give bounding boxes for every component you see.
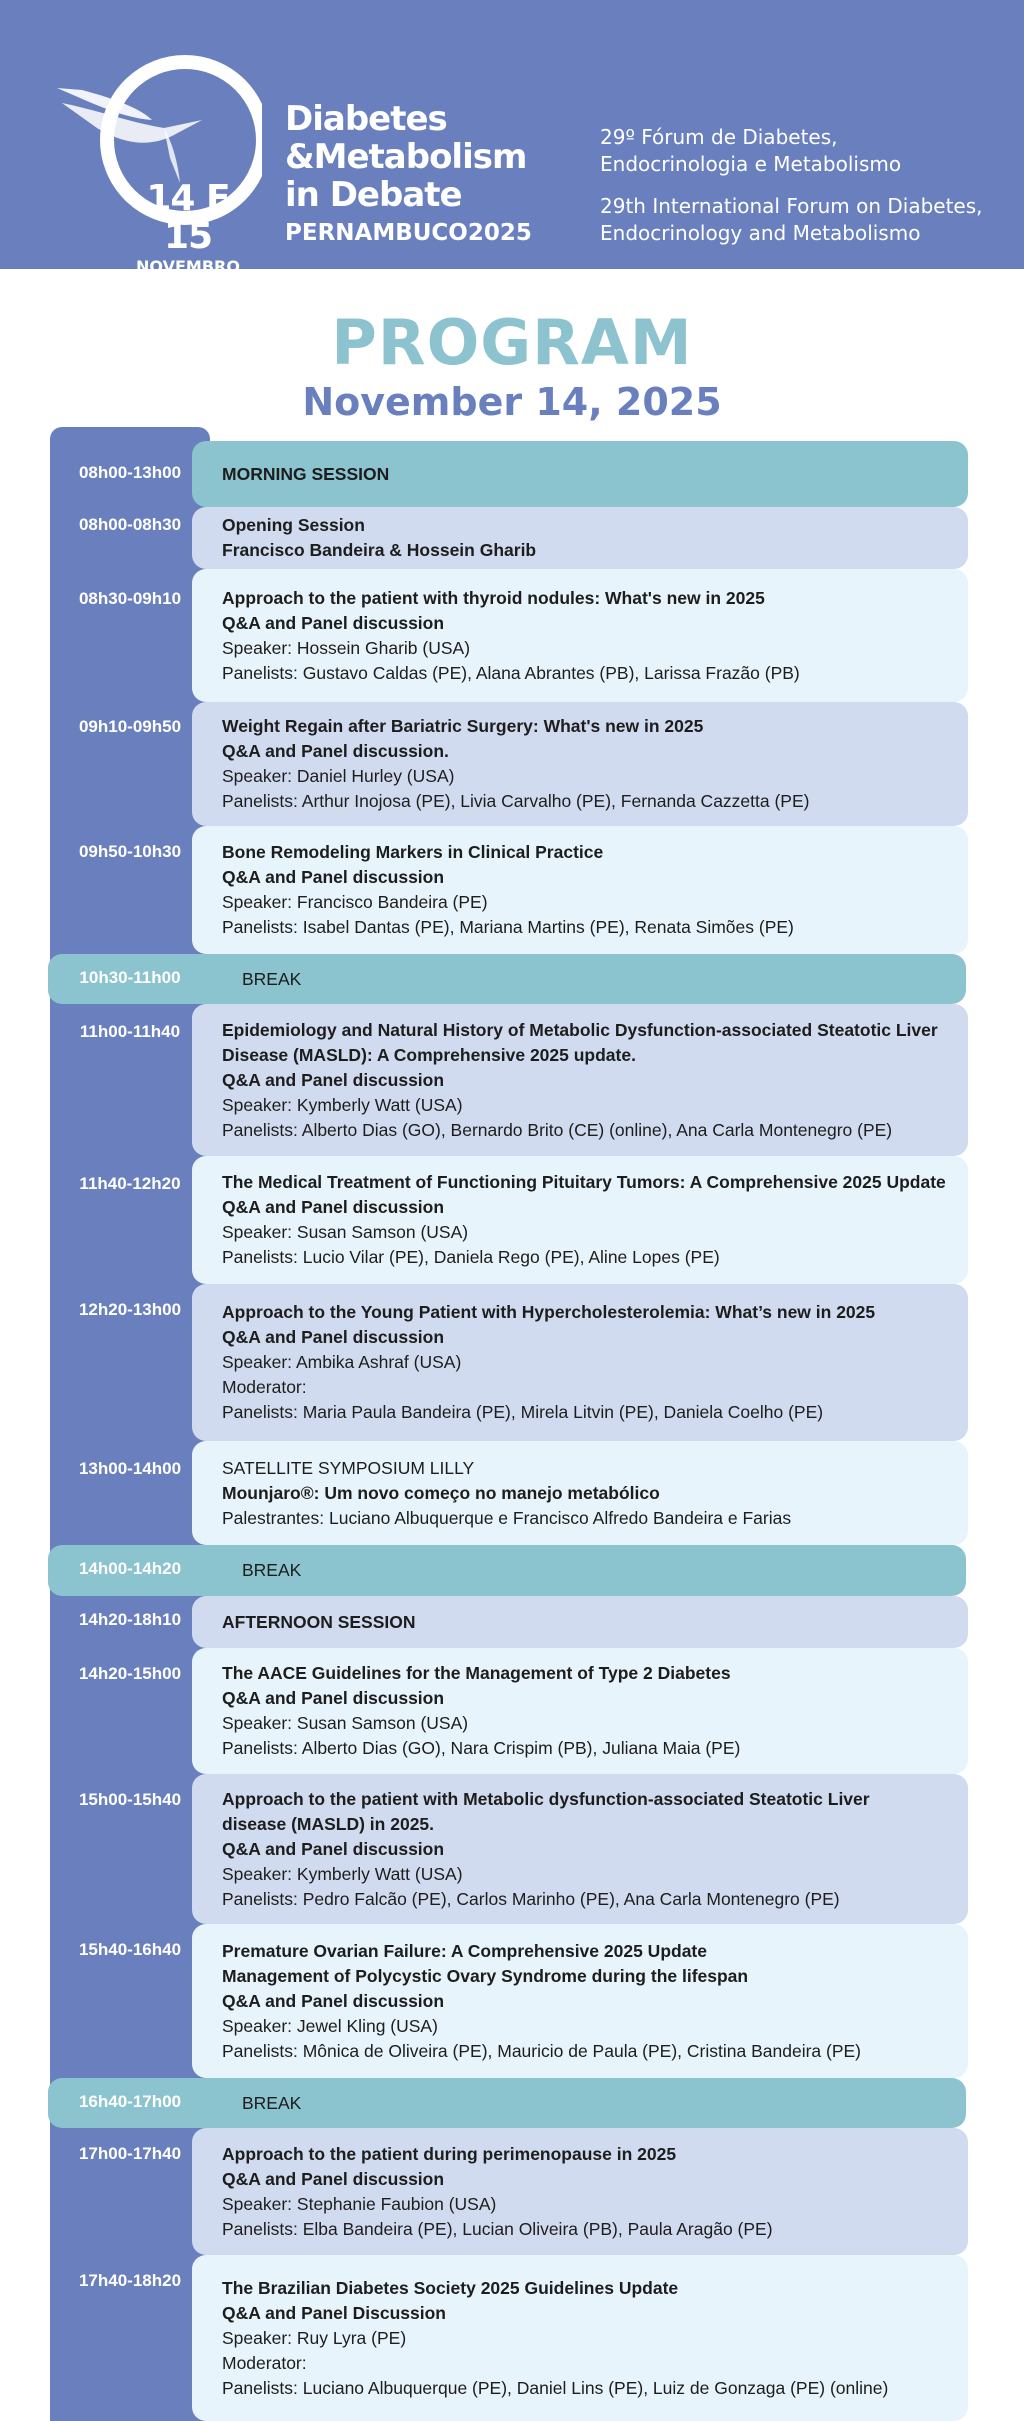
session-detail: Speaker: Susan Samson (USA) bbox=[222, 1713, 469, 1733]
session-title: Q&A and Panel Discussion bbox=[222, 2303, 446, 2323]
forum-pt-line2: Endocrinologia e Metabolismo bbox=[600, 152, 902, 176]
session-time: 08h30-09h10 bbox=[78, 589, 182, 608]
session-detail: Panelists: Pedro Falcão (PE), Carlos Marinho (PE), Ana Carla Montenegro (PE) bbox=[222, 1889, 840, 1909]
session-detail: Speaker: Kymberly Watt (USA) bbox=[222, 1864, 463, 1884]
forum-pt-line1: 29º Fórum de Diabetes, bbox=[600, 125, 838, 149]
event-month: NOVEMBRO bbox=[136, 257, 240, 276]
schedule-row bbox=[50, 2128, 968, 2255]
session-title: AFTERNOON SESSION bbox=[222, 1612, 416, 1632]
session-card bbox=[192, 1156, 968, 1284]
session-title: Approach to the patient with thyroid nodules: What's new in 2025 bbox=[222, 588, 765, 608]
session-detail: Panelists: Luciano Albuquerque (PE), Daniel Lins (PE), Luiz de Gonzaga (PE) (online) bbox=[222, 2378, 889, 2398]
session-title: Epidemiology and Natural History of Metabolic Dysfunction-associated Steatotic Liver bbox=[222, 1020, 938, 1040]
session-card bbox=[192, 826, 968, 954]
session-title: The Medical Treatment of Functioning Pituitary Tumors: A Comprehensive 2025 Update bbox=[222, 1172, 946, 1192]
page-title: PROGRAM bbox=[331, 306, 693, 379]
session-title: Q&A and Panel discussion bbox=[222, 867, 445, 887]
session-time: 14h00-14h20 bbox=[78, 1559, 182, 1578]
session-time: 14h20-18h10 bbox=[78, 1610, 182, 1629]
session-card bbox=[192, 1924, 968, 2078]
brand-line3: in Debate bbox=[285, 175, 462, 215]
schedule-row bbox=[50, 1156, 968, 1284]
session-detail: Speaker: Stephanie Faubion (USA) bbox=[222, 2194, 497, 2214]
session-time: 08h00-13h00 bbox=[78, 463, 182, 482]
session-detail: Palestrantes: Luciano Albuquerque e Francisco Alfredo Bandeira e Farias bbox=[222, 1508, 792, 1528]
session-time: 12h20-13h00 bbox=[78, 1300, 182, 1319]
event-days: 14 E 15 bbox=[146, 178, 230, 257]
session-time: 13h00-14h00 bbox=[78, 1459, 182, 1478]
schedule-row bbox=[50, 1648, 968, 1774]
session-detail: Moderator: bbox=[222, 1377, 307, 1397]
session-title: Approach to the patient with Metabolic dysfunction-associated Steatotic Liver bbox=[222, 1789, 870, 1809]
schedule-row bbox=[50, 1545, 968, 1596]
schedule-row bbox=[50, 702, 968, 826]
forum-title-en bbox=[600, 193, 983, 247]
session-title: The Brazilian Diabetes Society 2025 Guidelines Update bbox=[222, 2278, 679, 2298]
session-detail: Speaker: Francisco Bandeira (PE) bbox=[222, 892, 488, 912]
session-time: 16h40-17h00 bbox=[78, 2092, 182, 2111]
schedule-row bbox=[50, 1284, 968, 1441]
session-card bbox=[192, 2128, 968, 2255]
schedule-row bbox=[50, 1596, 968, 1648]
session-title: Approach to the Young Patient with Hypercholesterolemia: What’s new in 2025 bbox=[222, 1302, 876, 1322]
session-title: Opening Session bbox=[222, 515, 365, 535]
session-detail: Speaker: Hossein Gharib (USA) bbox=[222, 638, 471, 658]
session-time: 11h00-11h40 bbox=[79, 1022, 181, 1041]
schedule-row bbox=[50, 569, 968, 702]
session-title: Mounjaro®: Um novo começo no manejo metabólico bbox=[222, 1483, 660, 1503]
session-card bbox=[192, 1284, 968, 1441]
session-detail: BREAK bbox=[242, 969, 302, 989]
session-title: Q&A and Panel discussion bbox=[222, 613, 445, 633]
session-detail: BREAK bbox=[242, 2093, 302, 2113]
session-title: disease (MASLD) in 2025. bbox=[222, 1814, 435, 1834]
session-detail: Panelists: Elba Bandeira (PE), Lucian Oliveira (PB), Paula Aragão (PE) bbox=[222, 2219, 773, 2239]
session-detail: Speaker: Jewel Kling (USA) bbox=[222, 2016, 438, 2036]
session-title: Disease (MASLD): A Comprehensive 2025 update. bbox=[222, 1045, 636, 1065]
session-title: Q&A and Panel discussion bbox=[222, 1839, 445, 1859]
session-time: 08h00-08h30 bbox=[78, 515, 182, 534]
forum-title-pt bbox=[600, 124, 901, 178]
session-detail: Panelists: Alberto Dias (GO), Bernardo Brito (CE) (online), Ana Carla Montenegro (PE) bbox=[222, 1120, 893, 1140]
session-title: Q&A and Panel discussion bbox=[222, 1197, 445, 1217]
session-time: 09h50-10h30 bbox=[78, 842, 182, 861]
session-title: The AACE Guidelines for the Management of Type 2 Diabetes bbox=[222, 1663, 731, 1683]
session-time: 14h20-15h00 bbox=[78, 1664, 182, 1683]
session-title: Bone Remodeling Markers in Clinical Practice bbox=[222, 842, 604, 862]
session-detail: Panelists: Lucio Vilar (PE), Daniela Rego (PE), Aline Lopes (PE) bbox=[222, 1247, 720, 1267]
session-detail: Speaker: Ambika Ashraf (USA) bbox=[222, 1352, 462, 1372]
session-card bbox=[192, 1648, 968, 1774]
session-title: Q&A and Panel discussion. bbox=[222, 741, 449, 761]
session-time: 15h00-15h40 bbox=[78, 1790, 182, 1809]
session-title: Q&A and Panel discussion bbox=[222, 1070, 445, 1090]
session-detail: Speaker: Ruy Lyra (PE) bbox=[222, 2328, 407, 2348]
schedule-row bbox=[50, 2255, 968, 2421]
forum-en-line1: 29th International Forum on Diabetes, bbox=[600, 194, 983, 218]
session-detail: Speaker: Susan Samson (USA) bbox=[222, 1222, 469, 1242]
session-card bbox=[192, 1441, 968, 1545]
session-detail: Panelists: Gustavo Caldas (PE), Alana Abrantes (PB), Larissa Frazão (PB) bbox=[222, 663, 800, 683]
break-label bbox=[212, 1545, 952, 1596]
program-date: November 14, 2025 bbox=[302, 380, 722, 424]
schedule-row bbox=[50, 1924, 968, 2078]
session-title: Q&A and Panel discussion bbox=[222, 1991, 445, 2011]
session-title: Q&A and Panel discussion bbox=[222, 2169, 445, 2189]
header-banner bbox=[0, 0, 1024, 276]
session-title: Q&A and Panel discussion bbox=[222, 1327, 445, 1347]
schedule-row bbox=[50, 1774, 968, 1924]
schedule-row bbox=[50, 1004, 968, 1156]
session-detail: Speaker: Daniel Hurley (USA) bbox=[222, 766, 455, 786]
schedule-row bbox=[50, 826, 968, 954]
session-card bbox=[192, 507, 968, 569]
session-time: 15h40-16h40 bbox=[78, 1940, 182, 1959]
session-detail: Speaker: Kymberly Watt (USA) bbox=[222, 1095, 463, 1115]
schedule-row bbox=[50, 507, 968, 569]
session-card bbox=[192, 441, 968, 507]
session-card bbox=[192, 1596, 968, 1648]
session-title: MORNING SESSION bbox=[222, 464, 390, 484]
session-detail: Panelists: Mônica de Oliveira (PE), Mauricio de Paula (PE), Cristina Bandeira (PE) bbox=[222, 2041, 861, 2061]
session-time: 17h40-18h20 bbox=[78, 2271, 182, 2290]
brand-line1: Diabetes bbox=[285, 99, 447, 139]
brand-wordmark bbox=[285, 100, 532, 248]
break-label bbox=[212, 954, 952, 1004]
brand-line4: PERNAMBUCO2025 bbox=[285, 220, 532, 246]
event-dates bbox=[132, 180, 244, 276]
session-title: Premature Ovarian Failure: A Comprehensive 2025 Update bbox=[222, 1941, 707, 1961]
session-detail: Panelists: Arthur Inojosa (PE), Livia Carvalho (PE), Fernanda Cazzetta (PE) bbox=[222, 791, 810, 811]
forum-en-line2: Endocrinology and Metabolismo bbox=[600, 221, 921, 245]
session-detail: Panelists: Isabel Dantas (PE), Mariana Martins (PE), Renata Simões (PE) bbox=[222, 917, 794, 937]
session-card bbox=[192, 2255, 968, 2421]
session-time: 10h30-11h00 bbox=[79, 968, 181, 987]
session-title: Management of Polycystic Ovary Syndrome during the lifespan bbox=[222, 1966, 749, 1986]
session-card bbox=[192, 1004, 968, 1156]
session-title: Approach to the patient during perimenopause in 2025 bbox=[222, 2144, 677, 2164]
brand-line2: &Metabolism bbox=[285, 137, 527, 177]
session-card bbox=[192, 702, 968, 826]
session-title: Francisco Bandeira & Hossein Gharib bbox=[222, 540, 537, 560]
break-label bbox=[212, 2078, 952, 2128]
session-time: 11h40-12h20 bbox=[79, 1174, 181, 1193]
session-card bbox=[192, 1774, 968, 1924]
session-title: Q&A and Panel discussion bbox=[222, 1688, 445, 1708]
session-detail: Moderator: bbox=[222, 2353, 307, 2373]
session-time: 09h10-09h50 bbox=[78, 717, 182, 736]
schedule-row bbox=[50, 954, 968, 1004]
schedule-row bbox=[50, 2078, 968, 2128]
schedule-row bbox=[50, 1441, 968, 1545]
session-time: 17h00-17h40 bbox=[78, 2144, 182, 2163]
schedule-row bbox=[50, 441, 968, 507]
session-detail: Panelists: Maria Paula Bandeira (PE), Mirela Litvin (PE), Daniela Coelho (PE) bbox=[222, 1402, 824, 1422]
session-detail: SATELLITE SYMPOSIUM LILLY bbox=[222, 1458, 475, 1478]
session-title: Weight Regain after Bariatric Surgery: What's new in 2025 bbox=[222, 716, 704, 736]
session-card bbox=[192, 569, 968, 702]
session-detail: Panelists: Alberto Dias (GO), Nara Crispim (PB), Juliana Maia (PE) bbox=[222, 1738, 741, 1758]
session-detail: BREAK bbox=[242, 1560, 302, 1580]
